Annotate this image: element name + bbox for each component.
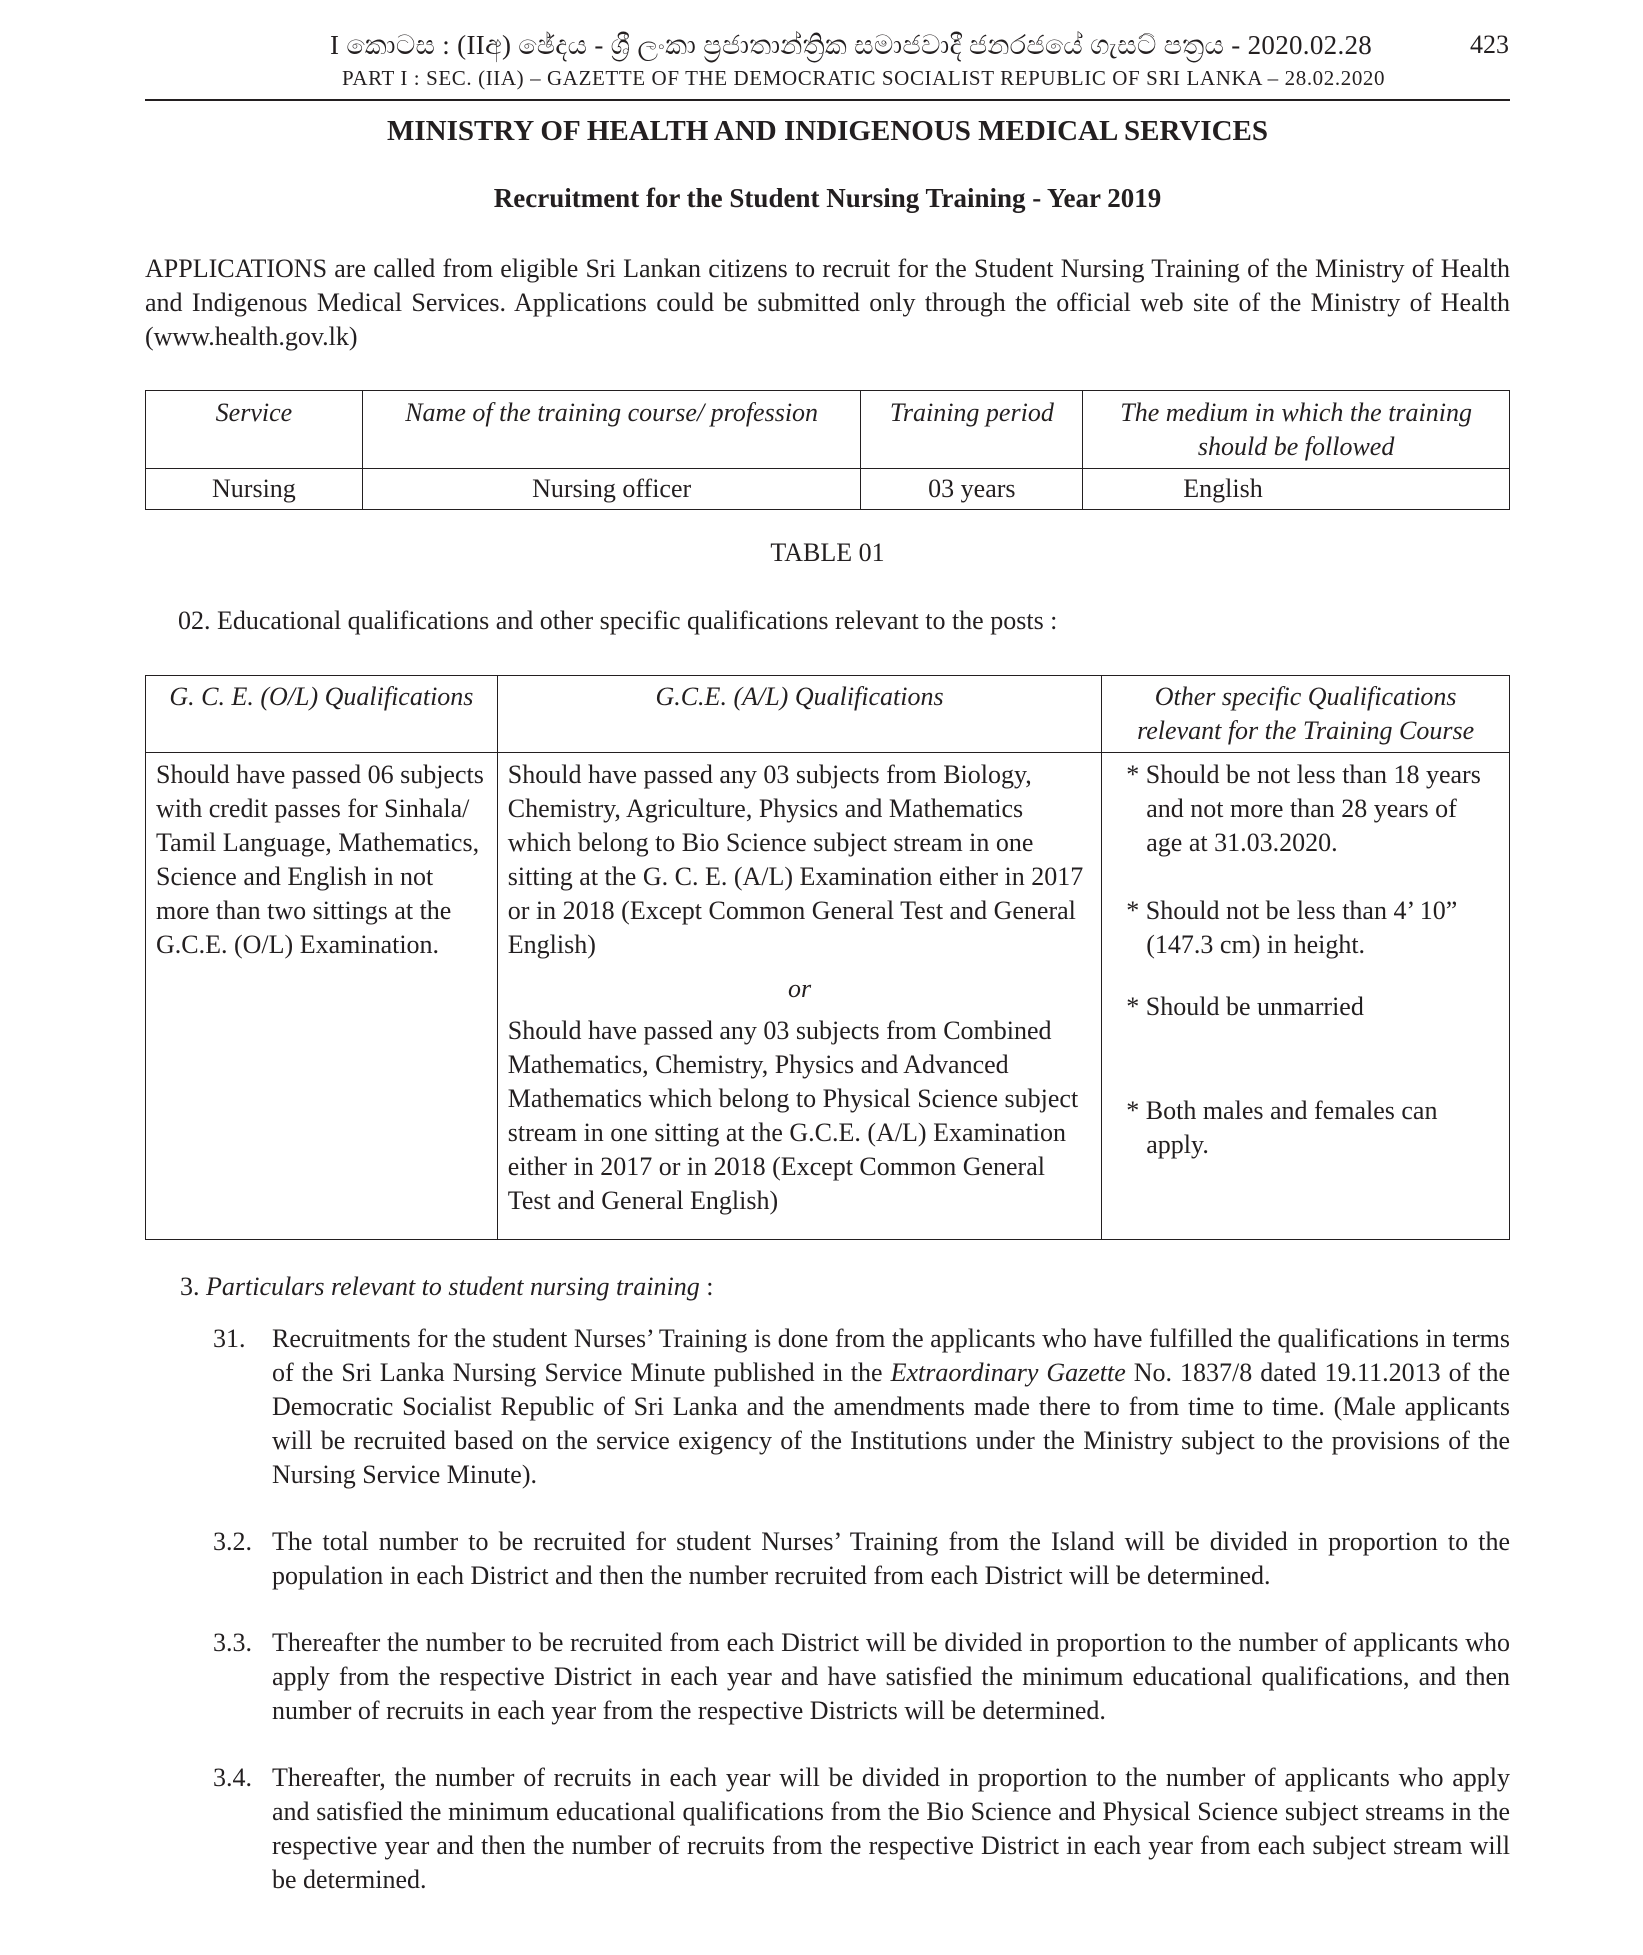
ol-qualification-text: Should have passed 06 subjects with credit passes for Sinhala/ Tamil Language, Mathematics, Science and English in not more than two sittings at the G.C.E. (O/L) Examination. — [156, 760, 484, 959]
column-header-other: Other specific Qualifications relevant for the Training Course — [1102, 676, 1510, 753]
al-or-separator: or — [787, 974, 812, 1003]
table-header-row — [146, 391, 1510, 469]
section-3-number: 3. — [180, 1272, 200, 1301]
qualification-marital-status: * Should be unmarried — [1126, 992, 1364, 1021]
list-item — [213, 1626, 1510, 1728]
cell-other-qualifications — [1102, 753, 1510, 1240]
item-text — [272, 1322, 1510, 1492]
table-row — [146, 753, 1510, 1240]
item-number: 3.3. — [213, 1628, 252, 1657]
al-bio-science-text: Should have passed any 03 subjects from Biology, Chemistry, Agriculture, Physics and Mathematics which belong to Bio Science subject stream in one sitting at the G. C. E. (A/L) Examination either in 2017 or in 2018 (Except Common General Test and General English) — [507, 760, 1084, 959]
item-text-part: Recruitments for the student Nurses’ Training is done from the applicants who have fulfilled the qualifications in terms of the Sri Lanka Nursing Service Minute published in the — [272, 1324, 1510, 1387]
header-rule — [145, 99, 1510, 101]
item-number: 31. — [213, 1324, 246, 1353]
qualification-height: * Should not be less than 4’ 10” (147.3 cm) in height. — [1126, 896, 1458, 959]
table-caption: TABLE 01 — [770, 538, 885, 567]
item-text: Thereafter, the number of recruits in each year will be divided in proportion to the number of applicants who apply and satisfied the minimum educational qualifications from the Bio Science and Physical Science subject streams in the respective year and then the number of recruits from the respective District in each year from each subject stream will be determined. — [272, 1763, 1510, 1894]
column-header-ol: G. C. E. (O/L) Qualifications — [146, 676, 498, 753]
column-header-service: Service — [146, 391, 363, 469]
cell-course: Nursing officer — [362, 469, 861, 510]
qualification-age: * Should be not less than 18 years and not more than 28 years of age at 31.03.2020. — [1126, 760, 1481, 857]
item-text-part: No. 1837/8 dated 19.11.2013 of the Democratic Socialist Republic of Sri Lanka and the amendments made there to from time to time. (Male applicants will be recruited based on the service exigency of the Institutions under the Ministry subject to the provisions of the Nursing Service Minute). — [272, 1358, 1510, 1489]
qualifications-table — [145, 675, 1510, 1240]
training-course-table — [145, 390, 1510, 510]
column-header-period: Training period — [861, 391, 1083, 469]
column-header-al: G.C.E. (A/L) Qualifications — [497, 676, 1101, 753]
section-3-colon: : — [699, 1272, 714, 1301]
column-header-course: Name of the training course/ profession — [362, 391, 861, 469]
page-number: 423 — [1470, 30, 1509, 59]
section-02-heading: 02. Educational qualifications and other specific qualifications relevant to the posts : — [178, 606, 1058, 635]
header-english-line: PART I : SEC. (IIA) – GAZETTE OF THE DEMOCRATIC SOCIALIST REPUBLIC OF SRI LANKA – 28.02.2020 — [342, 66, 1386, 90]
ministry-title: MINISTRY OF HEALTH AND INDIGENOUS MEDICAL SERVICES — [386, 115, 1269, 147]
notice-subtitle: Recruitment for the Student Nursing Training - Year 2019 — [493, 183, 1162, 213]
cell-ol-qualifications — [146, 753, 498, 1240]
section-3-heading — [180, 1272, 713, 1302]
item-number: 3.4. — [213, 1763, 252, 1792]
table-row — [146, 469, 1510, 510]
item-text: Thereafter the number to be recruited from each District will be divided in proportion to the number of applicants who apply from the respective District in each year and have satisfied the minimum educational qualifications, and then number of recruits in each year from the respective Districts will be determined. — [272, 1628, 1510, 1725]
intro-paragraph: APPLICATIONS are called from eligible Sri Lankan citizens to recruit for the Student Nursing Training of the Ministry of Health and Indigenous Medical Services. Applications could be submitted only through the official web site of the Ministry of Health (www.health.gov.lk) — [145, 254, 1510, 351]
section-3-label: Particulars relevant to student nursing training — [206, 1272, 700, 1301]
item-number: 3.2. — [213, 1527, 252, 1556]
item-text-italic: Extraordinary Gazette — [890, 1358, 1126, 1387]
cell-period: 03 years — [861, 469, 1083, 510]
header-sinhala-line: I කොටස : (IIඅ) ඡේදය - ශ්‍රී ලංකා ප්‍රජාතාන්ත්‍රික සමාජවාදී ජනරජයේ ගැසට් පත්‍රය - 2020.02.28 — [330, 30, 1373, 60]
item-text: The total number to be recruited for student Nurses’ Training from the Island will be divided in proportion to the population in each District and then the number recruited from each District will be determined. — [272, 1527, 1510, 1590]
list-item — [213, 1761, 1510, 1897]
al-physical-science-text: Should have passed any 03 subjects from Combined Mathematics, Chemistry, Physics and Advanced Mathematics which belong to Physical Science subject stream in one sitting at the G.C.E. (A/L) Examination either in 2017 or in 2018 (Except Common General Test and General English) — [507, 1016, 1079, 1215]
column-header-medium: The medium in which the training should be followed — [1083, 391, 1510, 469]
cell-medium: English — [1083, 469, 1510, 510]
list-item — [213, 1525, 1510, 1593]
cell-al-qualifications — [497, 753, 1101, 1240]
cell-service: Nursing — [146, 469, 363, 510]
qualification-gender: * Both males and females can apply. — [1126, 1096, 1438, 1159]
table-header-row — [146, 676, 1510, 753]
list-item — [213, 1322, 1510, 1492]
